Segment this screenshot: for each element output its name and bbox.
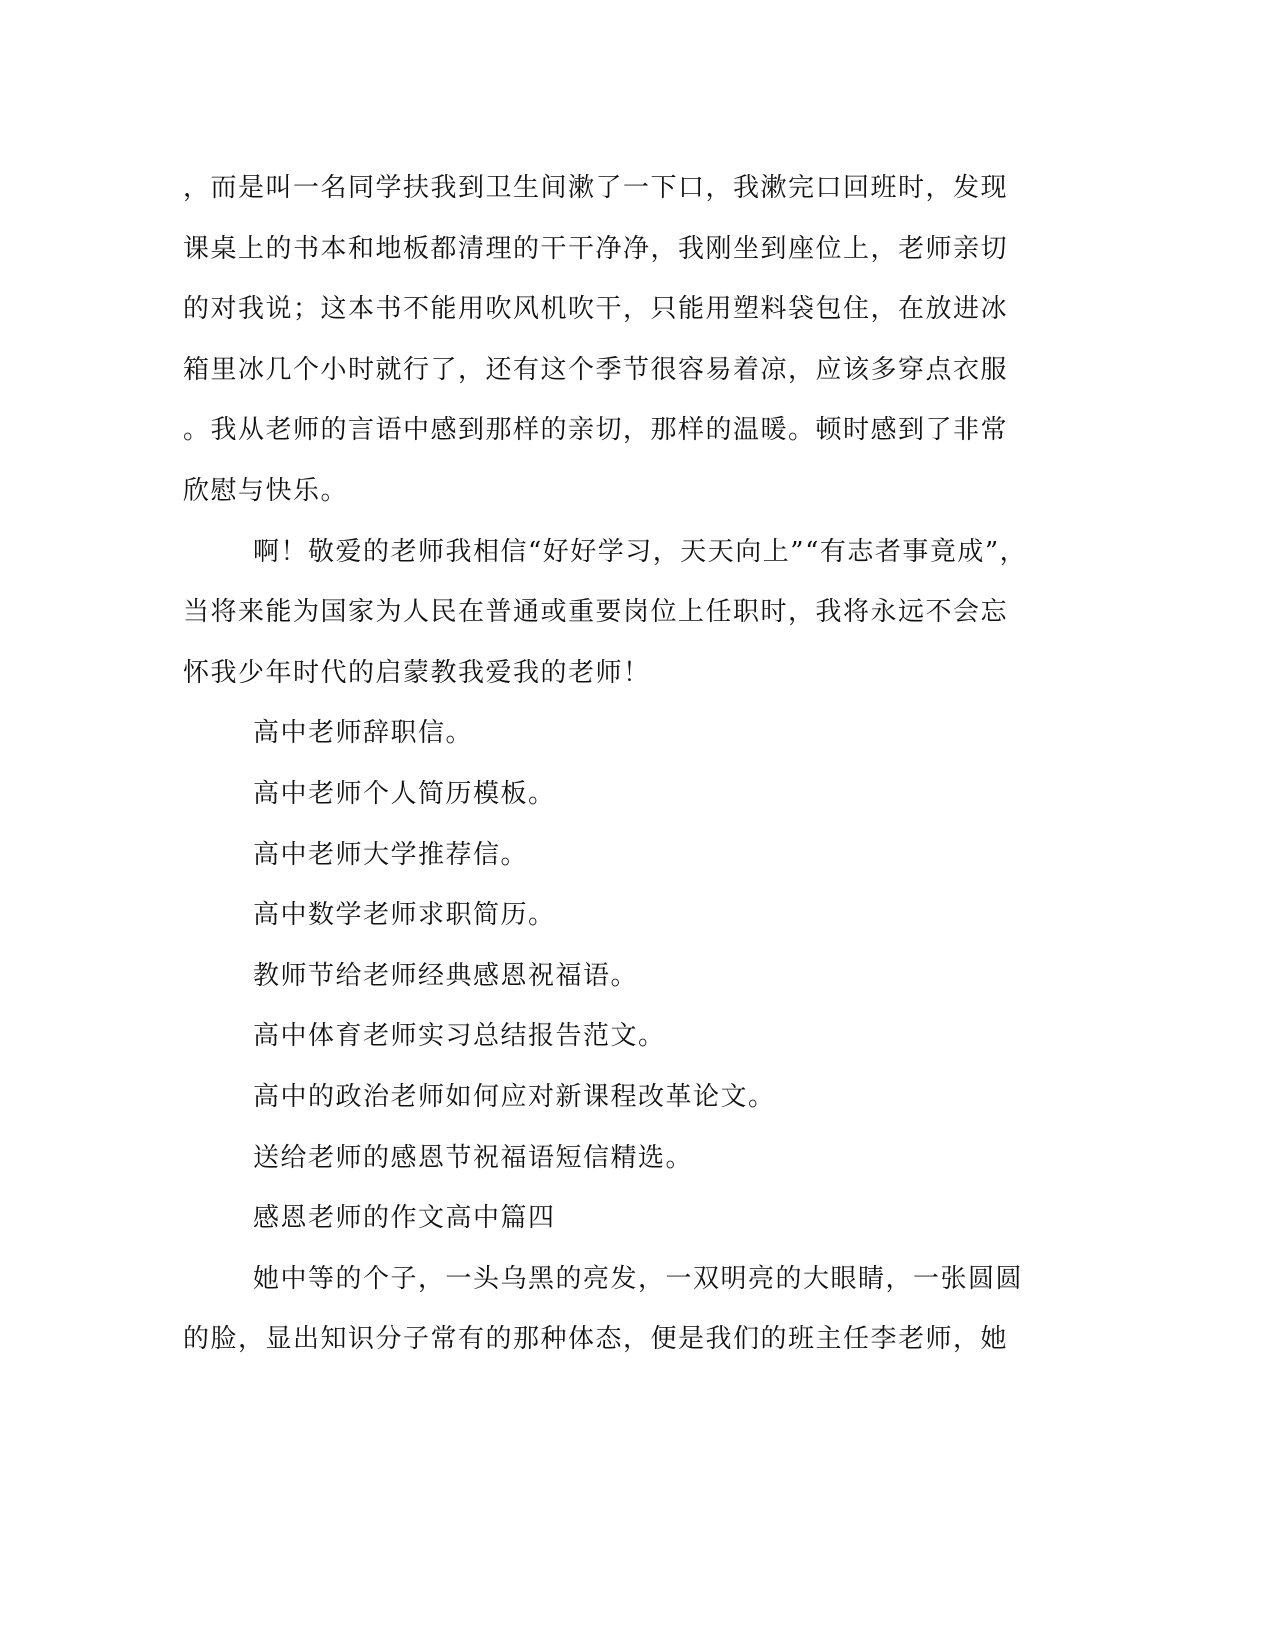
text-line: 的对我说；这本书不能用吹风机吹干，只能用塑料袋包住，在放进冰 — [183, 294, 1009, 325]
list-item: 高中体育老师实习总结报告范文。 — [253, 1021, 666, 1052]
section-heading: 感恩老师的作文高中篇四 — [253, 1203, 556, 1234]
text-line: 啊！敬爱的老师我相信“好好学习，天天向上”“有志者事竟成”， — [253, 536, 1028, 567]
text-line: 的脸，显出知识分子常有的那种体态，便是我们的班主任李老师，她 — [183, 1324, 1009, 1355]
list-item: 教师节给老师经典感恩祝福语。 — [253, 960, 639, 991]
text-line: ，而是叫一名同学扶我到卫生间漱了一下口，我漱完口回班时，发现 — [183, 173, 1009, 203]
text-line: 当将来能为国家为人民在普通或重要岗位上任职时，我将永远不会忘 — [183, 597, 1009, 628]
list-item: 高中老师辞职信。 — [253, 718, 474, 749]
text-line: 。我从老师的言语中感到那样的亲切，那样的温暖。顿时感到了非常 — [183, 415, 1009, 446]
list-item: 送给老师的感恩节祝福语短信精选。 — [253, 1142, 694, 1173]
list-item: 高中老师个人简历模板。 — [253, 778, 556, 809]
text-line: 她中等的个子，一头乌黑的亮发，一双明亮的大眼睛，一张圆圆 — [253, 1263, 1024, 1294]
text-line: 欣慰与快乐。 — [183, 475, 349, 506]
list-item: 高中的政治老师如何应对新课程改革论文。 — [253, 1081, 776, 1112]
list-item: 高中数学老师求职简历。 — [253, 900, 556, 931]
list-item: 高中老师大学推荐信。 — [253, 839, 529, 870]
text-line: 课桌上的书本和地板都清理的干干净净，我刚坐到座位上，老师亲切 — [183, 233, 1009, 264]
text-line: 怀我少年时代的启蒙教我爱我的老师！ — [183, 657, 651, 688]
document-body — [183, 158, 1063, 1370]
text-line: 箱里冰几个小时就行了，还有这个季节很容易着凉，应该多穿点衣服 — [183, 354, 1009, 385]
